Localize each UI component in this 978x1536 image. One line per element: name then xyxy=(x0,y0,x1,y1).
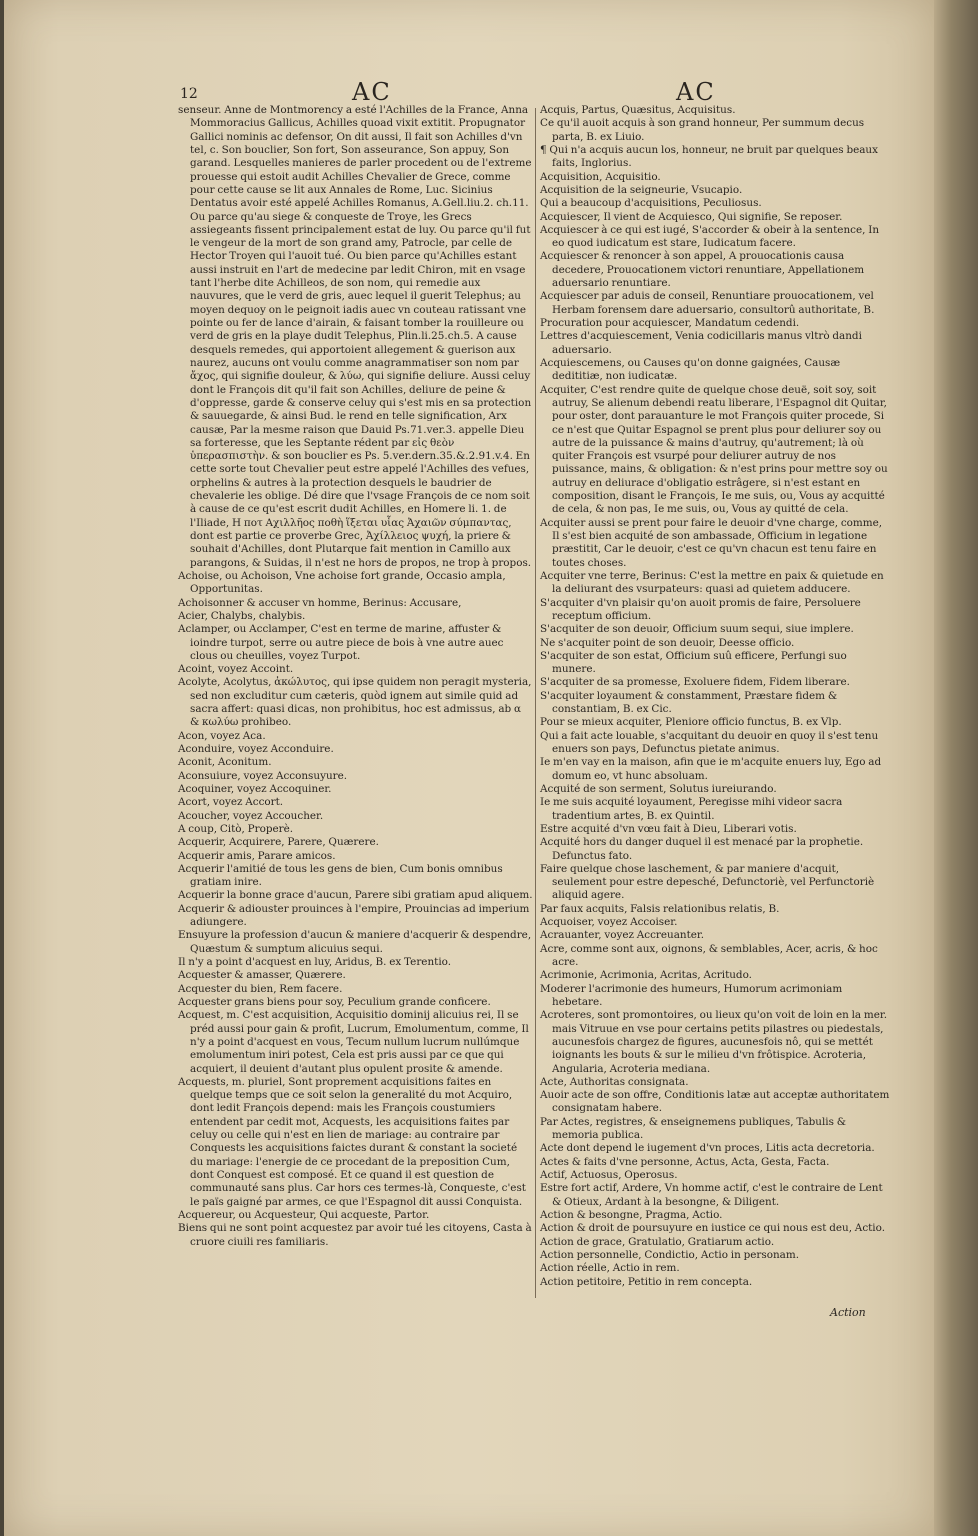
dictionary-entry: Ce qu'il auoit acquis à son grand honneur, Per summum decus parta, B. ex Liuio. xyxy=(540,117,865,143)
dictionary-entry: Acrauanter, voyez Accreuanter. xyxy=(540,929,705,942)
dictionary-entry: Actes & faits d'vne personne, Actus, Acta, Gesta, Facta. xyxy=(540,1155,830,1168)
dictionary-entry: Acquisition de la seigneurie, Vsucapio. xyxy=(540,183,743,196)
dictionary-entry: Achoisonner & accuser vn homme, Berinus: Accusare, xyxy=(178,596,462,609)
dictionary-entry: Acquiter, C'est rendre quite de quelque chose deuë, soit soy, soit autruy, Se alienum debendi reatu liberare, l'Espagnol dit Quitar, pour oster, dont parauanture le mot François quiter procede, Si ce n'est que Quitar Espagnol se prent plus pour deliurer soy ou autre de la puissance & mains d'autruy, qu'autrement; là où quiter François est vsurpé pour deliurer autruy de nos puissance, mains, & obligation: & n'est prins pour mettre soy ou autruy en deliurace d'obligatio estrâgere, si n'est estant en composition, disant le François, Ie me suis, ou, Vous ay acquitté de cela, & non pas, Ie me suis, ou, Vous ay quitté de cela. xyxy=(540,383,888,516)
dictionary-entry: Moderer l'acrimonie des humeurs, Humorum acrimoniam hebetare. xyxy=(540,982,843,1008)
dictionary-entry: Acoquiner, voyez Accoquiner. xyxy=(178,782,332,795)
dictionary-entry: Acquerir la bonne grace d'aucun, Parere sibi gratiam apud aliquem. xyxy=(178,889,533,902)
dictionary-entry: Ie me suis acquité loyaument, Peregisse mihi videor sacra tradentium artes, B. ex Quintil. xyxy=(540,796,843,822)
dictionary-entry: Acoucher, voyez Accoucher. xyxy=(178,809,324,822)
dictionary-entry: Acquester du bien, Rem facere. xyxy=(178,982,343,995)
dictionary-entry: Achoise, ou Achoison, Vne achoise fort grande, Occasio ampla, Opportunitas. xyxy=(178,569,506,596)
dictionary-entry: A coup, Citò, Properè. xyxy=(178,822,294,835)
page-edge xyxy=(934,0,978,1536)
catchword: Action xyxy=(830,1306,866,1319)
dictionary-entry: Action & besongne, Pragma, Actio. xyxy=(540,1208,723,1221)
dictionary-entry: S'acquiter d'vn plaisir qu'on auoit promis de faire, Persoluere receptum officium. xyxy=(540,596,861,622)
dictionary-entry: Auoir acte de son offre, Conditionis latæ aut acceptæ authoritatem consignatam habere. xyxy=(540,1089,890,1115)
running-head-right: AC xyxy=(676,78,716,106)
dictionary-entry: Procuration pour acquiescer, Mandatum cedendi. xyxy=(540,317,800,329)
dictionary-entry: Aconduire, voyez Acconduire. xyxy=(178,743,334,755)
dictionary-entry: Acte dont depend le iugement d'vn proces, Litis acta decretoria. xyxy=(540,1142,875,1155)
dictionary-entry: Acquiter aussi se prent pour faire le deuoir d'vne charge, comme, Il s'est bien acquité de son ambassade, Officium in legatione præstitit, Car le deuoir, c'est ce qu'vn chacun est tenu faire en toutes choses. xyxy=(540,516,883,569)
dictionary-entry: Qui a beaucoup d'acquisitions, Peculiosus. xyxy=(540,197,762,210)
dictionary-entry: Acquoiser, voyez Accoiser. xyxy=(540,916,678,929)
dictionary-entry: Acquiescer, Il vient de Acquiesco, Qui signifie, Se reposer. xyxy=(540,210,843,223)
dictionary-entry: Acquerir l'amitié de tous les gens de bien, Cum bonis omnibus gratiam inire. xyxy=(178,862,503,889)
dictionary-entry: Action petitoire, Petitio in rem concepta. xyxy=(540,1275,753,1288)
dictionary-entry: Acquiescer à ce qui est iugé, S'accorder & obeir à la sentence, In eo quod iudicatum est stare, Iudicatum facere. xyxy=(540,223,880,250)
dictionary-entry: Actif, Actuosus, Operosus. xyxy=(540,1169,678,1181)
dictionary-entry: Ne s'acquiter point de son deuoir, Deesse officio. xyxy=(540,636,795,649)
dictionary-entry: Acquerir & adiouster prouinces à l'empire, Prouincias ad imperium adiungere. xyxy=(178,902,530,929)
dictionary-entry: Action réelle, Actio in rem. xyxy=(540,1262,680,1275)
dictionary-entry: Acre, comme sont aux, oignons, & semblables, Acer, acris, & hoc acre. xyxy=(540,942,878,968)
dictionary-entry: Acon, voyez Aca. xyxy=(178,729,266,742)
dictionary-entry: Aconit, Aconitum. xyxy=(178,756,272,769)
dictionary-entry: Acquiter vne terre, Berinus: C'est la mettre en paix & quietude en la deliurant des vsurpateurs: quasi ad quietem adducere. xyxy=(540,569,884,596)
dictionary-entry: Acrimonie, Acrimonia, Acritas, Acritudo. xyxy=(540,969,752,982)
dictionary-entry: Action de grace, Gratulatio, Gratiarum actio. xyxy=(540,1235,775,1248)
dictionary-entry: Action personnelle, Condictio, Actio in personam. xyxy=(540,1248,800,1261)
dictionary-entry: Acoint, voyez Accoint. xyxy=(178,663,294,676)
dictionary-entry: Estre acquité d'vn vœu fait à Dieu, Liberari votis. xyxy=(540,822,797,835)
dictionary-entry: Acquester & amasser, Quærere. xyxy=(178,969,346,982)
dictionary-entry: S'acquiter de son estat, Officium suû efficere, Perfungi suo munere. xyxy=(540,649,847,676)
dictionary-entry: Acort, voyez Accort. xyxy=(178,796,284,809)
dictionary-entry: Pour se mieux acquiter, Pleniore officio functus, B. ex Vlp. xyxy=(540,716,842,729)
dictionary-entry: Par faux acquits, Falsis relationibus relatis, B. xyxy=(540,902,780,915)
dictionary-entry: Acquereur, ou Acquesteur, Qui acqueste, Partor. xyxy=(178,1208,430,1221)
dictionary-entry: Acquest, m. C'est acquisition, Acquisitio dominij alicuius rei, Il se préd aussi pour gain & profit, Lucrum, Emolumentum, comme, Il n'y a point d'acquest en vous, Tecum nullum lucrum nullúmque emolumentum iniri potest, Cela est pris aussi par ce que qui acquiert, il deuient d'autant plus opulent prosite & amende. xyxy=(178,1009,529,1075)
dictionary-entry: Acquerir amis, Parare amicos. xyxy=(178,849,336,862)
dictionary-entry: Acquiescer par aduis de conseil, Renuntiare prouocationem, vel Herbam forensem dare aduersario, consultorû authoritate, B. xyxy=(540,290,875,316)
page-number: 12 xyxy=(180,86,198,102)
dictionary-entry: Acquité hors du danger duquel il est menacé par la prophetie. Defunctus fato. xyxy=(540,836,864,862)
dictionary-entry: Acolyte, Acolytus, ἀκώλυτος, qui ipse quidem non peragit mysteria, sed non excluditur cum cæteris, quòd ignem aut simile quid ad sacra affert: quasi dicas, non prohibitus, hoc est admissus, ab α & κωλύω prohibeo. xyxy=(178,676,532,729)
dictionary-entry: Faire quelque chose laschement, & par maniere d'acquit, seulement pour estre depesché, Defunctoriè, vel Perfunctoriè aliquid agere. xyxy=(540,862,875,902)
right-column xyxy=(540,104,892,1289)
dictionary-entry: Ie m'en vay en la maison, afin que ie m'acquite enuers luy, Ego ad domum eo, vt hunc absoluam. xyxy=(540,756,882,782)
dictionary-entry: Estre fort actif, Ardere, Vn homme actif, c'est le contraire de Lent & Otieux, Ardant à la besongne, & Diligent. xyxy=(540,1182,883,1208)
dictionary-entry: Acquests, m. pluriel, Sont proprement acquisitions faites en quelque temps que ce soit selon la generalité du mot Acquiro, dont ledit François depend: mais les François coustumiers entendent par cedit mot, Acquests, les acquisitions faites par celuy ou celle qui n'est en lien de mariage: au contraire par Conquests les acquisitions faictes durant & constant la societé du mariage: l'energie de ce procedant de la preposition Cum, dont Conquest est composé. Et ce quand il est question de communauté sans plus. Car hors ces termes-là, Conqueste, c'est le païs gaigné par armes, ce que l'Espagnol dit aussi Conquista. xyxy=(178,1075,526,1208)
dictionary-entry: Acquester grans biens pour soy, Peculium grande conficere. xyxy=(178,995,491,1008)
dictionary-entry: Action & droit de poursuyure en iustice ce qui nous est deu, Actio. xyxy=(540,1222,886,1235)
dictionary-entry: Acroteres, sont promontoires, ou lieux qu'on voit de loin en la mer. mais Vitruue en vse pour certains petits pilastres ou piedestals, aucunesfois chargez de figures, aucunesfois nô, qui se mettét ioignants les bouts & sur le milieu d'vn frôtispice. Acroteria, Angularia, Acroteria mediana. xyxy=(540,1009,888,1075)
dictionary-entry: Acquiescer & renoncer à son appel, A prouocationis causa decedere, Prouocationem victori renuntiare, Appellationem aduersario renuntiare. xyxy=(540,250,865,290)
running-head-left: AC xyxy=(352,78,392,106)
dictionary-entry: Aclamper, ou Acclamper, C'est en terme de marine, affuster & ioindre turpot, serre ou autre piece de bois à vne autre auec clous ou cheuilles, voyez Turpot. xyxy=(178,623,504,662)
dictionary-entry: S'acquiter de son deuoir, Officium suum sequi, siue implere. xyxy=(540,623,854,636)
dictionary-entry: Qui a fait acte louable, s'acquitant du deuoir en quoy il s'est tenu enuers son pays, Defunctus pietate animus. xyxy=(540,729,879,755)
left-column xyxy=(178,104,533,1249)
dictionary-entry: Acquiescemens, ou Causes qu'on donne gaignées, Causæ dedititiæ, non iudicatæ. xyxy=(540,356,841,383)
dictionary-entry: ¶ Qui n'a acquis aucun los, honneur, ne bruit par quelques beaux faits, Inglorius. xyxy=(540,143,878,170)
dictionary-entry: Acquerir, Acquirere, Parere, Quærere. xyxy=(178,836,379,849)
dictionary-entry: Aconsuiure, voyez Acconsuyure. xyxy=(178,769,348,782)
dictionary-entry: senseur. Anne de Montmorency a esté l'Achilles de la France, Anna Mommoracius Gallicus, Achilles quoad vixit extitit. Propugnator Gallici nominis ac defensor, On dit aussi, Il fait son Achilles d'vn tel, c. Son bouclier, Son fort, Son asseurance, Son appuy, Son garand. Lesquelles manieres de parler procedent ou de l'extreme prouesse qui estoit audit Achilles Chevalier de Grece, comme pour cette cause se lit aux Annales de Rome, Luc. Sicinius Dentatus avoir esté appelé Achilles Romanus, A.Gell.liu.2. ch.11. Ou parce qu'au siege & conqueste de Troye, les Grecs assiegeants fissent principalement estat de luy. Ou parce qu'il fut le vengeur de la mort de son grand amy, Patrocle, par celle de Hector Troyen qui l'auoit tué. Ou bien parce qu'Achilles estant aussi instruit en l'art de medecine par ledit Chiron, mit en vsage tant l'herbe dite Achilleos, de son nom, qui remedie aux nauvures, que le verd de gris, auec lequel il guerit Telephus; au moyen dequoy on le peignoit iadis auec vn couteau ratissant vne pointe ou fer de lance d'airain, & faisant tomber la rouilleure ou verd de gris en la playe dudit Telephus, Plin.li.25.ch.5. A cause desquels remedes, qui apportoient allegement & guerison aux naurez, aucuns ont voulu comme anagrammatiser son nom par ἄχος, qui signifie douleur, & λύω, qui signifie deliure. Aussi celuy dont le François dit qu'il fait son Achilles, deliure de peine & d'oppresse, garde & conserve celuy qui s'est mis en sa protection & sauuegarde, & ainsi Bud. le rend en telle signification, Arx causæ, Par la mesme raison que Dauid Ps.71.ver.3. appelle Dieu sa forteresse, que les Septante rédent par εἰς θεὸν ὑπερασπιστὴν. & son bouclier es Ps. 5.ver.dern.35.&.2.91.v.4. En cette sorte tout Chevalier peut estre appelé l'Achilles des vefues, orphelins & autres à la protection desquels le baudrier de chevalerie les oblige. Dé dire que l'vsage François de ce nom soit à cause de ce qu'est escrit dudit Achilles, en Homere li. 1. de l'Iliade, Η ποτ Αχιλλῆος ποθὴ ἵξεται υἷας Ἀχαιῶν σύμπαντας, dont est partie ce proverbe Grec, Ἀχίλλειος ψυχή, la priere & souhait d'Achilles, dont Plutarque fait mention in Camillo aux parangons, & Suidas, il n'est ne hors de propos, ne trop à propos. xyxy=(178,104,532,569)
dictionary-entry: Lettres d'acquiescement, Venia codicillaris manus vltrò dandi aduersario. xyxy=(540,330,862,356)
dictionary-entry: Acquis, Partus, Quæsitus, Acquisitus. xyxy=(540,104,736,116)
dictionary-entry: Acquité de son serment, Solutus iureiurando. xyxy=(540,782,777,795)
dictionary-entry: Par Actes, registres, & enseignemens publiques, Tabulis & memoria publica. xyxy=(540,1115,847,1142)
column-rule xyxy=(535,108,536,1298)
dictionary-entry: S'acquiter loyaument & constamment, Præstare fidem & constantiam, B. ex Cic. xyxy=(540,689,838,716)
dictionary-entry: Biens qui ne sont point acquestez par avoir tué les citoyens, Casta à cruore ciuili res familiaris. xyxy=(178,1222,532,1248)
dictionary-entry: Acte, Authoritas consignata. xyxy=(540,1075,689,1088)
dictionary-entry: S'acquiter de sa promesse, Exoluere fidem, Fidem liberare. xyxy=(540,676,850,689)
dictionary-entry: Acquisition, Acquisitio. xyxy=(540,170,661,183)
dictionary-entry: Acier, Chalybs, chalybis. xyxy=(178,609,306,622)
dictionary-entry: Il n'y a point d'acquest en luy, Aridus, B. ex Terentio. xyxy=(178,956,452,968)
dictionary-entry: Ensuyure la profession d'aucun & maniere d'acquerir & despendre, Quæstum & sumptum alicuius sequi. xyxy=(178,929,532,955)
